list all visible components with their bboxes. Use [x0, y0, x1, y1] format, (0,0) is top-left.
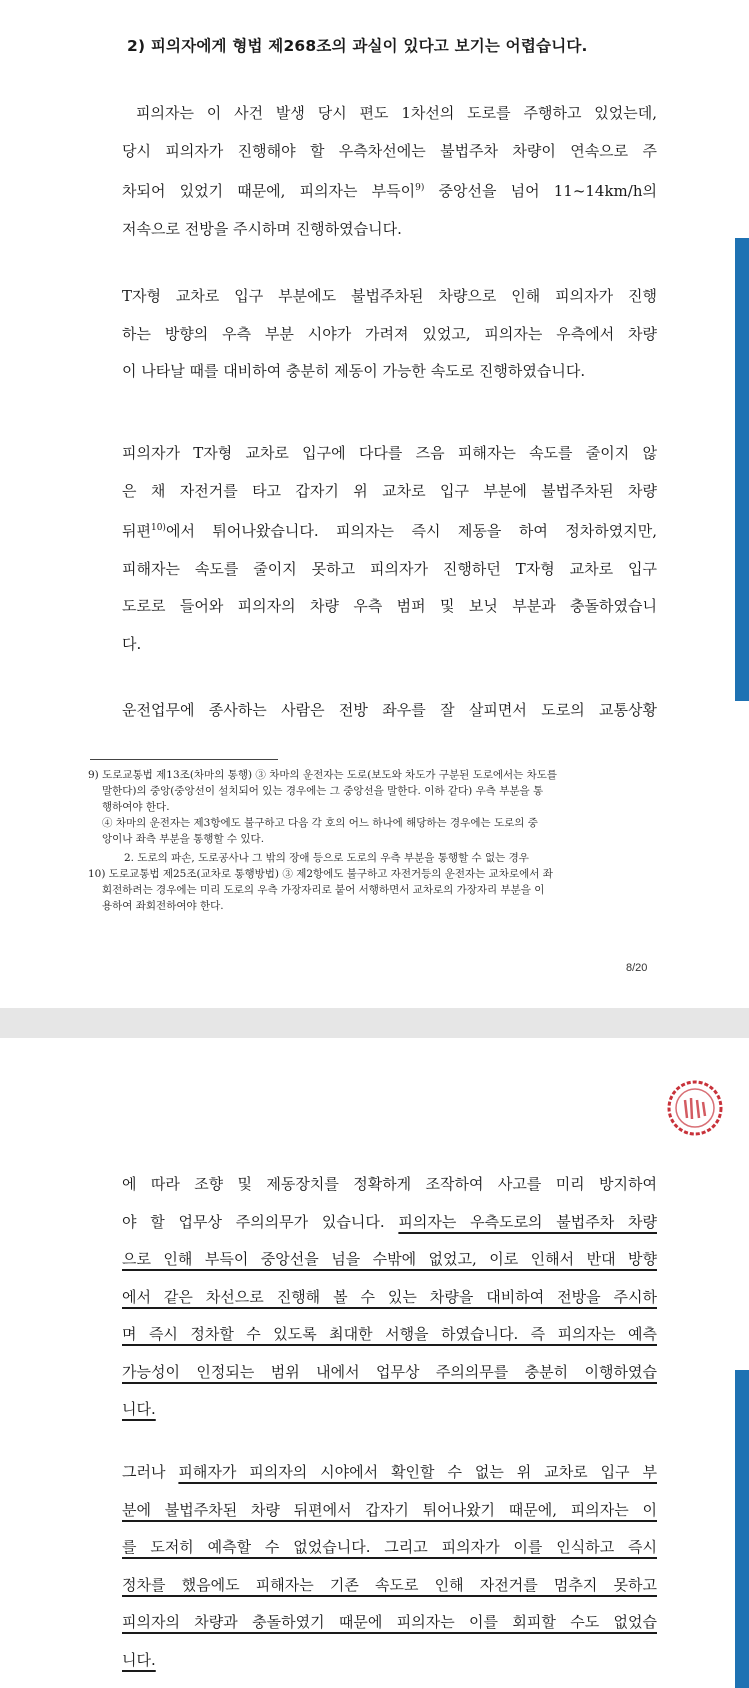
text-span: 그러나 [122, 1463, 179, 1481]
underlined-line: 에서 같은 차선으로 진행해 볼 수 있는 차량을 대비하여 전방을 주시하 [122, 1287, 657, 1306]
paragraph-3 [122, 435, 657, 663]
paragraph-1 [122, 95, 657, 248]
text-line [122, 170, 657, 211]
seal-stamp-icon [665, 1078, 725, 1138]
text-line: 이 나타날 때를 대비하여 충분히 제동이 가능한 속도로 진행하였습니다. [122, 362, 586, 380]
text-line: 운전업무에 종사하는 사람은 전방 좌우를 잘 살피면서 도로의 교통상황 [122, 701, 657, 719]
text-line: 피의자가 T자형 교차로 입구에 다다를 즈음 피해자는 속도를 줄이지 않 [122, 444, 657, 462]
text-line: 피해자는 속도를 줄이지 못하고 피의자가 진행하던 T자형 교차로 입구 [122, 559, 657, 578]
text-line: 하는 방향의 우측 부분 시야가 가려져 있었고, 피의자는 우측에서 차량 [122, 324, 657, 343]
page-separator [0, 1008, 749, 1038]
footnote-line: 용하여 좌회전하여야 한다. [102, 900, 224, 912]
page-number: 8/20 [626, 962, 648, 974]
text-line: 은 채 자전거를 타고 갑자기 위 교차로 입구 부분에 불법주차된 차량 [122, 481, 657, 500]
underlined-line: 분에 불법주차된 차량 뒤편에서 갑자기 튀어나왔기 때문에, 피의자는 이 [122, 1500, 657, 1519]
underlined-line: 가능성이 인정되는 범위 내에서 업무상 주의의무를 충분히 이행하였습 [122, 1362, 657, 1381]
text-span: 차되어 있었기 때문에, 피의자는 부득이 [122, 182, 416, 200]
footnote-line: 앙이나 좌측 부분을 통행할 수 있다. [102, 833, 265, 845]
paragraph-4 [122, 692, 657, 730]
footnote-line: 행하여야 한다. [102, 801, 170, 813]
footnote-ref-10: 10) [150, 523, 166, 533]
paragraph-6 [122, 1454, 657, 1679]
text-line [122, 1454, 657, 1492]
underlined-line: 를 도저히 예측할 수 없었습니다. 그리고 피의자가 이를 인식하고 즉시 [122, 1538, 657, 1556]
footnote-line: ④ 차마의 운전자는 제3항에도 불구하고 다음 각 호의 어느 하나에 해당하는 경우에는 도로의 중 [102, 817, 538, 829]
footnote-line: 10) 도로교통법 제25조(교차로 통행방법) ③ 제2항에도 불구하고 자전거등의 운전자는 교차로에서 좌 [88, 868, 553, 880]
underlined-line: 피의자의 차량과 충돌하였기 때문에 피의자는 이를 회피할 수도 없었습 [122, 1613, 657, 1631]
footnote-line: 2. 도로의 파손, 도로공사나 그 밖의 장애 등으로 도로의 우측 부분을 통행할 수 없는 경우 [124, 852, 529, 864]
side-index-tab [735, 1370, 749, 1688]
text-line: 도로로 들어와 피의자의 차량 우측 범퍼 및 보닛 부분과 충돌하였습니 [122, 597, 657, 615]
side-index-tab [735, 238, 749, 701]
text-span: 중앙선을 넘어 11~14km/h의 [424, 182, 657, 200]
paragraph-5 [122, 1166, 657, 1429]
text-span: 야 할 업무상 주의의무가 있습니다. [122, 1212, 399, 1231]
footnote-ref-9: 9) [415, 183, 425, 193]
text-line [122, 1642, 657, 1680]
footnote-line: 말한다)의 중앙(중앙선이 설치되어 있는 경우에는 그 중앙선을 말한다. 이하 같다) 우측 부분을 통 [102, 785, 544, 797]
text-line [122, 1204, 657, 1242]
underlined-text: 피의자는 우측도로의 불법주차 차량 [398, 1212, 657, 1231]
text-line: 다. [122, 634, 142, 653]
underlined-text: 니다. [122, 1400, 156, 1418]
text-span: 에서 튀어나왔습니다. 피의자는 즉시 제동을 하여 정차하였지만, [165, 522, 657, 540]
paragraph-2 [122, 278, 657, 391]
text-line: 에 따라 조향 및 제동장치를 정확하게 조작하여 사고를 미리 방지하여 [122, 1175, 657, 1193]
underlined-text: 니다. [122, 1650, 156, 1669]
section-heading: 2) 피의자에게 형법 제268조의 과실이 있다고 보기는 어렵습니다. [127, 37, 588, 55]
underlined-line: 정차를 했음에도 피해자는 기존 속도로 인해 자전거를 멈추지 못하고 [122, 1575, 657, 1594]
document-page-9 [0, 1038, 749, 1688]
underlined-text: 피해자가 피의자의 시야에서 확인할 수 없는 위 교차로 입구 부 [178, 1463, 657, 1481]
underlined-line: 으로 인해 부득이 중앙선을 넘을 수밖에 없었고, 이로 인해서 반대 방향 [122, 1250, 657, 1268]
text-line: T자형 교차로 입구 부분에도 불법주차된 차량으로 인해 피의자가 진행 [122, 287, 657, 305]
footnote-line: 회전하려는 경우에는 미리 도로의 우측 가장자리로 붙어 서행하면서 교차로의 가장자리 부분을 이 [102, 884, 545, 896]
text-line: 당시 피의자가 진행해야 할 우측차선에는 불법주차 차량이 연속으로 주 [122, 141, 657, 160]
text-line: 저속으로 전방을 주시하며 진행하였습니다. [122, 219, 402, 238]
text-line: 피의자는 이 사건 발생 당시 편도 1차선의 도로를 주행하고 있었는데, [136, 104, 657, 122]
text-line [122, 510, 657, 551]
footnote-divider [90, 759, 278, 760]
footnote-line: 9) 도로교통법 제13조(차마의 통행) ③ 차마의 운전자는 도로(보도와 차도가 구분된 도로에서는 차도를 [88, 769, 558, 781]
footnotes [88, 767, 658, 914]
underlined-line: 며 즉시 정차할 수 있도록 최대한 서행을 하였습니다. 즉 피의자는 예측 [122, 1325, 657, 1343]
text-line [122, 1391, 657, 1429]
text-span: 뒤편 [122, 522, 151, 540]
